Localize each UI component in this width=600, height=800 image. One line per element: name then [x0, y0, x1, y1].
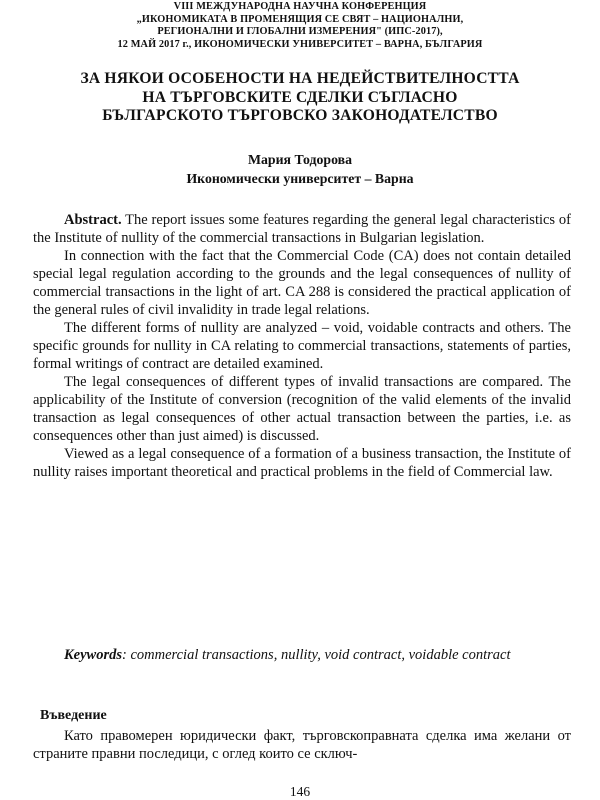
conference-header-line: 12 МАЙ 2017 г., ИКОНОМИЧЕСКИ УНИВЕРСИТЕТ – ВАРНА, БЪЛГАРИЯ [117, 38, 483, 50]
introduction-paragraph: Като правомерен юридически факт, търговскоправната сделка има желани от страните правни последици, с оглед които се сключ- [33, 728, 571, 762]
conference-header-line: VIII МЕЖДУНАРОДНА НАУЧНА КОНФЕРЕНЦИЯ [173, 1, 427, 12]
paper-title [0, 70, 600, 126]
introduction [33, 727, 571, 763]
abstract-text: The report issues some features regarding the general legal characteristics of the Institute of nullity of the commercial transactions in Bulgarian legislation. [33, 212, 571, 246]
keywords-text: : commercial transactions, nullity, void contract, voidable contract [122, 647, 511, 663]
keywords-paragraph [33, 646, 571, 664]
abstract-paragraph: The different forms of nullity are analyzed – void, voidable contracts and others. The specific grounds for nullity in CA relating to commercial transactions, statements of parties, formal writings of contract are detailed examined. [33, 320, 571, 372]
paper-title-line: ЗА НЯКОИ ОСОБЕНОСТИ НА НЕДЕЙСТВИТЕЛНОСТТА [80, 70, 520, 87]
author-name: Мария Тодорова [248, 152, 352, 167]
paper-title-line: БЪЛГАРСКОТО ТЪРГОВСКО ЗАКОНОДАТЕЛСТВО [102, 107, 498, 124]
conference-header-line: „ИКОНОМИКАТА В ПРОМЕНЯЩИЯ СЕ СВЯТ – НАЦИОНАЛНИ, [136, 13, 464, 25]
keywords-label: Keywords [64, 647, 122, 663]
abstract-paragraph: The legal consequences of different types of invalid transactions are compared. The applicability of the Institute of conversion (recognition of the valid elements of the invalid transaction as legal consequences of other actual transaction between the parties, i.e. as consequences other than just aimed) is discussed. [33, 374, 571, 444]
conference-header-line: РЕГИОНАЛНИ И ГЛОБАЛНИ ИЗМЕРЕНИЯ" (ИПС-2017), [157, 26, 443, 38]
section-heading: Въведение [40, 708, 107, 723]
abstract-paragraph [33, 211, 571, 247]
abstract [33, 211, 571, 481]
abstract-label: Abstract. [64, 212, 122, 228]
paper-title-line: НА ТЪРГОВСКИТЕ СДЕЛКИ СЪГЛАСНО [142, 88, 458, 106]
abstract-paragraph: In connection with the fact that the Commercial Code (CA) does not contain detailed special legal regulation according to the grounds and the legal consequences of nullity of commercial transactions in the light of art. CA 288 is considered the practical application of the general rules of civil invalidity in trade legal relations. [33, 248, 571, 318]
author-affiliation: Икономически университет – Варна [186, 171, 414, 186]
abstract-paragraph: Viewed as a legal consequence of a formation of a business transaction, the Institute of nullity raises important theoretical and practical problems in the field of Commercial law. [33, 446, 571, 480]
keywords [33, 646, 571, 664]
page-number: 146 [289, 784, 311, 799]
conference-header [0, 1, 600, 51]
